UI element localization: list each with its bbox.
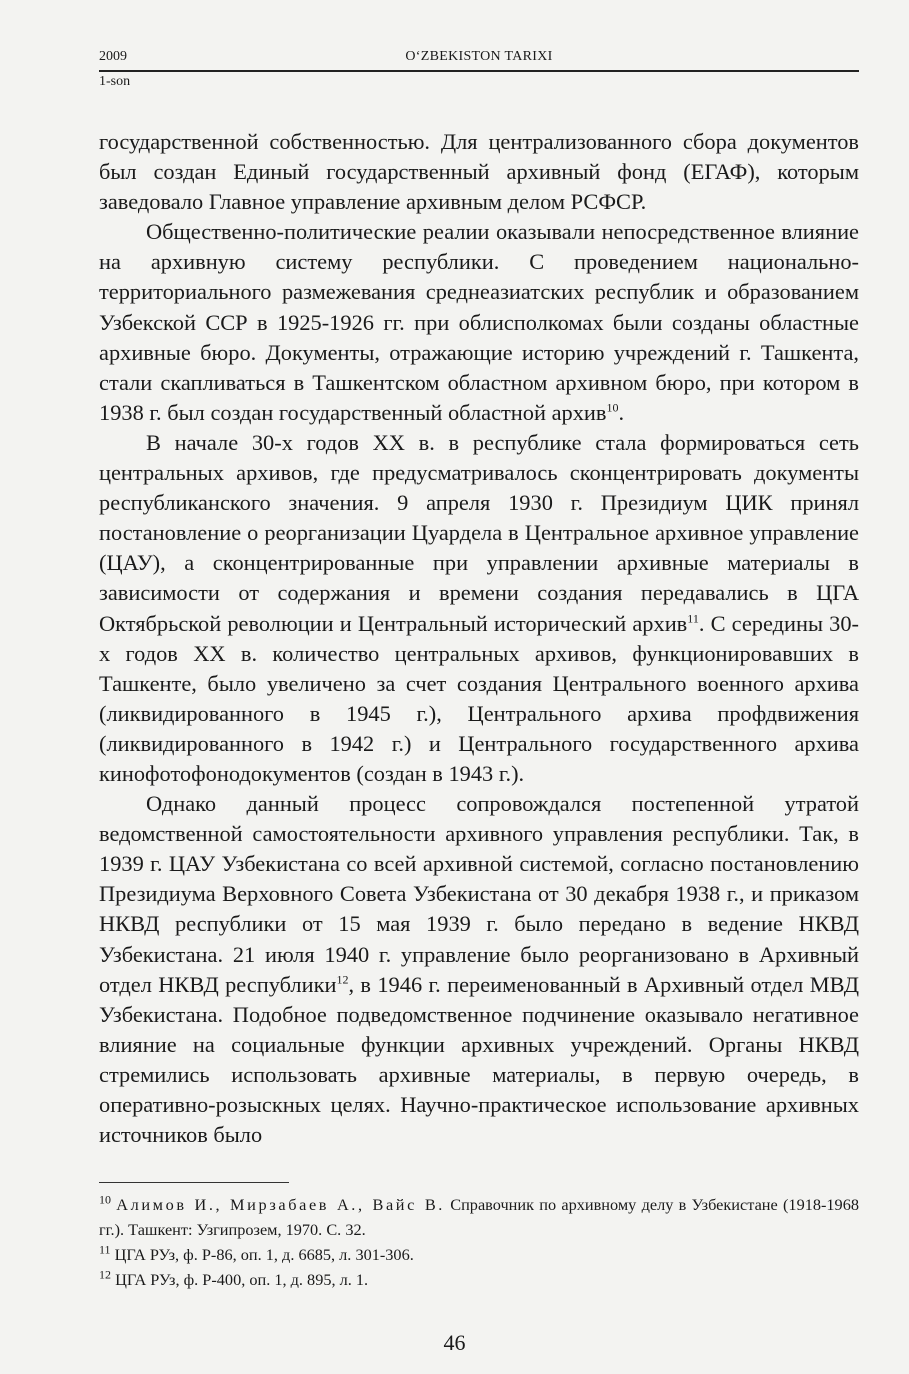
paragraph-2-end: . [618,399,625,425]
footnote-authors: Алимов И., Мирзабаев А., Вайс В. [116,1195,445,1214]
paragraph-2-text: Общественно-политические реалии оказывали непосредственное влияние на архивную систему республики. С проведением национально-территориального размежевания среднеазиатских республик и образованием Узбекской ССР в 1925-1926 гг. при облисполкомах были созданы областные архивные бюро. Документы, отражающие историю учреждений г. Ташкента, стали скапливаться в Ташкентском областном архивном бюро, при котором в 1938 г. был создан государственный областной архив [99,219,859,425]
footnote-10 [99,1192,859,1242]
footnote-number: 11 [99,1242,111,1257]
header-issue: 1-son [99,74,131,89]
footnote-ref-12: 12 [336,972,349,987]
footnote-divider [99,1182,289,1183]
paragraph-4 [99,789,859,1150]
footnote-number: 12 [99,1267,111,1282]
footnote-number: 10 [99,1192,111,1207]
paragraph-4-text-a: Однако данный процесс сопровождался постепенной утратой ведомственной самостоятельности архивного управления республики. Так, в 1939 г. ЦАУ Узбекистана со всей архивной системой, согласно постановлению Президиума Верховного Совета Узбекистана от 30 декабря 1938 г., и приказом НКВД республики от 15 мая 1939 г. было передано в ведение НКВД Узбекистана. 21 июля 1940 г. управление было реорганизовано в Архивный отдел НКВД республики [99,791,859,997]
paragraph-4-text-b: , в 1946 г. переименованный в Архивный отдел МВД Узбекистана. Подобное подведомственное подчинение оказывало негативное влияние на социальные функции архивных учреждений. Органы НКВД стремились использовать архивные материалы, в первую очередь, в оперативно-розыскных целях. Научно-практическое использование архивных источников было [99,971,859,1148]
footnote-12 [99,1267,859,1292]
footnotes [99,1192,859,1292]
footnote-text: ЦГА РУз, ф. Р-86, оп. 1, д. 6685, л. 301-306. [114,1245,414,1264]
header-journal-title: O‘ZBEKISTON TARIXI [405,49,553,64]
paragraph-3-text-a: В начале 30-х годов XX в. в республике стала формироваться сеть центральных архивов, где предусматривалось сконцентрировать документы республиканского значения. 9 апреля 1930 г. Президиум ЦИК принял постановление о реорганизации Цуардела в Центральное архивное управление (ЦАУ), а сконцентрированные при управлении архивные материалы в зависимости от содержания и времени создания передавались в ЦГА Октябрьской революции и Центральный исторический архив [99,429,859,636]
footnote-text: ЦГА РУз, ф. Р-400, оп. 1, д. 895, л. 1. [115,1270,369,1289]
header-year: 2009 [99,49,127,64]
footnote-11 [99,1242,859,1267]
footnote-ref-10: 10 [606,400,619,415]
article-body [99,127,859,1150]
paragraph-3-text-b: . С середины 30-х годов XX в. количество центральных архивов, функционировавших в Ташкенте, было увеличено за счет создания Центрального военного архива (ликвидированного в 1945 г.), Центрального архива профдвижения (ликвидированного в 1942 г.) и Центрального государственного архива кинофотофонодокументов (создан в 1943 г.). [99,610,860,786]
footnote-ref-11: 11 [687,611,699,626]
running-header [99,49,859,89]
header-divider [99,70,859,72]
paragraph-2 [99,217,859,428]
paragraph-1: государственной собственностью. Для централизованного сбора документов был создан Единый государственный архивный фонд (ЕГАФ), которым заведовало Главное управление архивным делом РСФСР. [99,129,859,215]
page-number: 46 [443,1330,466,1355]
paragraph-3 [99,428,859,789]
footnote-text: Справочник по архивному делу в Узбекистане (1918-1968 гг.). Ташкент: Узгипрозем, 1970. С. 32. [99,1195,859,1239]
